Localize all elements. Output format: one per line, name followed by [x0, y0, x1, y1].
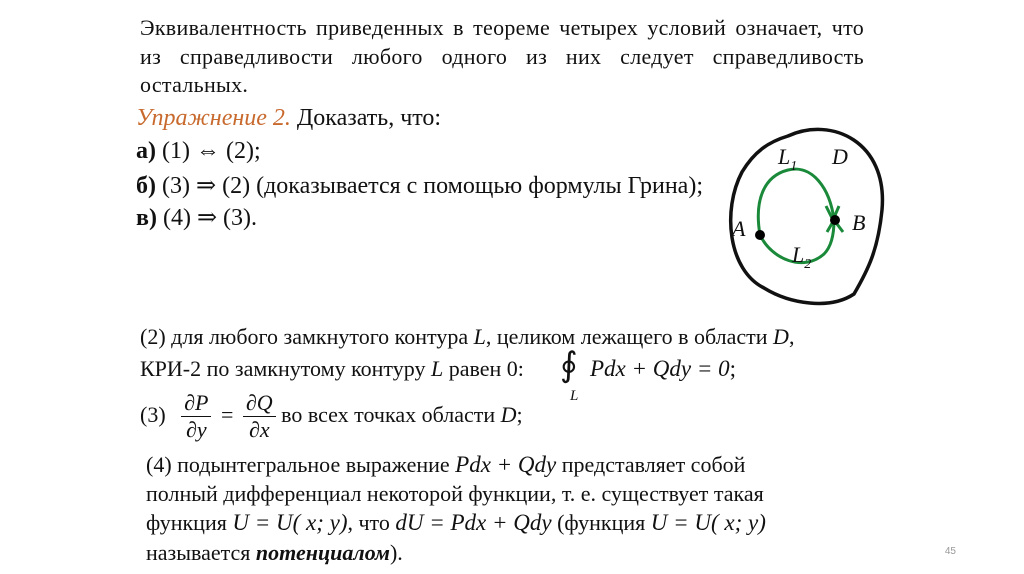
- label-a: A: [732, 216, 746, 241]
- label-d: D: [832, 144, 848, 169]
- label-l1: $L_1$: [778, 144, 798, 174]
- item-a-text: (1) ⇔ (2);: [156, 138, 261, 164]
- item-b-text: (3) ⇒ (2) (доказывается с помощью формулы Грина);: [156, 173, 703, 199]
- point-b-dot: [830, 215, 840, 225]
- label-l2: $L_2$: [792, 242, 812, 272]
- region-diagram: [720, 120, 900, 310]
- condition-4-line-1: (4) подынтегральное выражение Pdx + Qdy представляет собой: [146, 452, 746, 477]
- point-a-dot: [755, 230, 765, 240]
- intro-paragraph: Эквивалентность приведенных в теореме четырех условий означает, что из справедливости любого одного из них следует справедливость остальных.: [140, 15, 864, 97]
- condition-4-line-4: называется потенциалом).: [146, 540, 403, 565]
- item-b: [136, 171, 703, 200]
- item-a-label: а): [136, 138, 156, 164]
- integral-expression: Pdx + Qdy = 0;: [590, 356, 737, 381]
- exercise-title: Упражнение 2.: [136, 105, 291, 131]
- curve-l1: [758, 169, 834, 235]
- condition-4-line-3: функция U = U( x; y), что dU = Pdx + Qdy (функция U = U( x; y): [146, 510, 766, 535]
- fraction-dq-dx: $\frac{\partial Q}{\partial x}$: [243, 392, 276, 441]
- page-number: 45: [944, 546, 956, 557]
- fraction-dp-dy: $\frac{\partial P}{\partial y}$: [181, 392, 211, 441]
- condition-2-line-2: КРИ-2 по замкнутому контуру L равен 0:: [140, 356, 524, 381]
- item-a: [136, 138, 261, 165]
- exercise-heading: [136, 103, 441, 133]
- integral-subscript: L: [570, 388, 579, 404]
- exercise-text: Доказать, что:: [290, 105, 442, 131]
- item-b-label: б): [136, 173, 156, 199]
- item-c: [136, 203, 257, 232]
- potential-term: потенциалом: [255, 540, 390, 565]
- contour-integral-sign: ∮: [560, 347, 578, 384]
- item-c-label: в): [136, 205, 157, 231]
- condition-4-line-2: полный дифференциал некоторой функции, т. е. существует такая: [146, 481, 764, 506]
- condition-2-line-1: (2) для любого замкнутого контура L, целиком лежащего в области D,: [140, 324, 795, 349]
- condition-3: (3) $\frac{\partial P}{\partial y}$ = $\frac{\partial Q}{\partial x}$ во всех точках области D;: [140, 390, 523, 443]
- item-c-text: (4) ⇒ (3).: [156, 205, 258, 231]
- label-b: B: [852, 210, 866, 235]
